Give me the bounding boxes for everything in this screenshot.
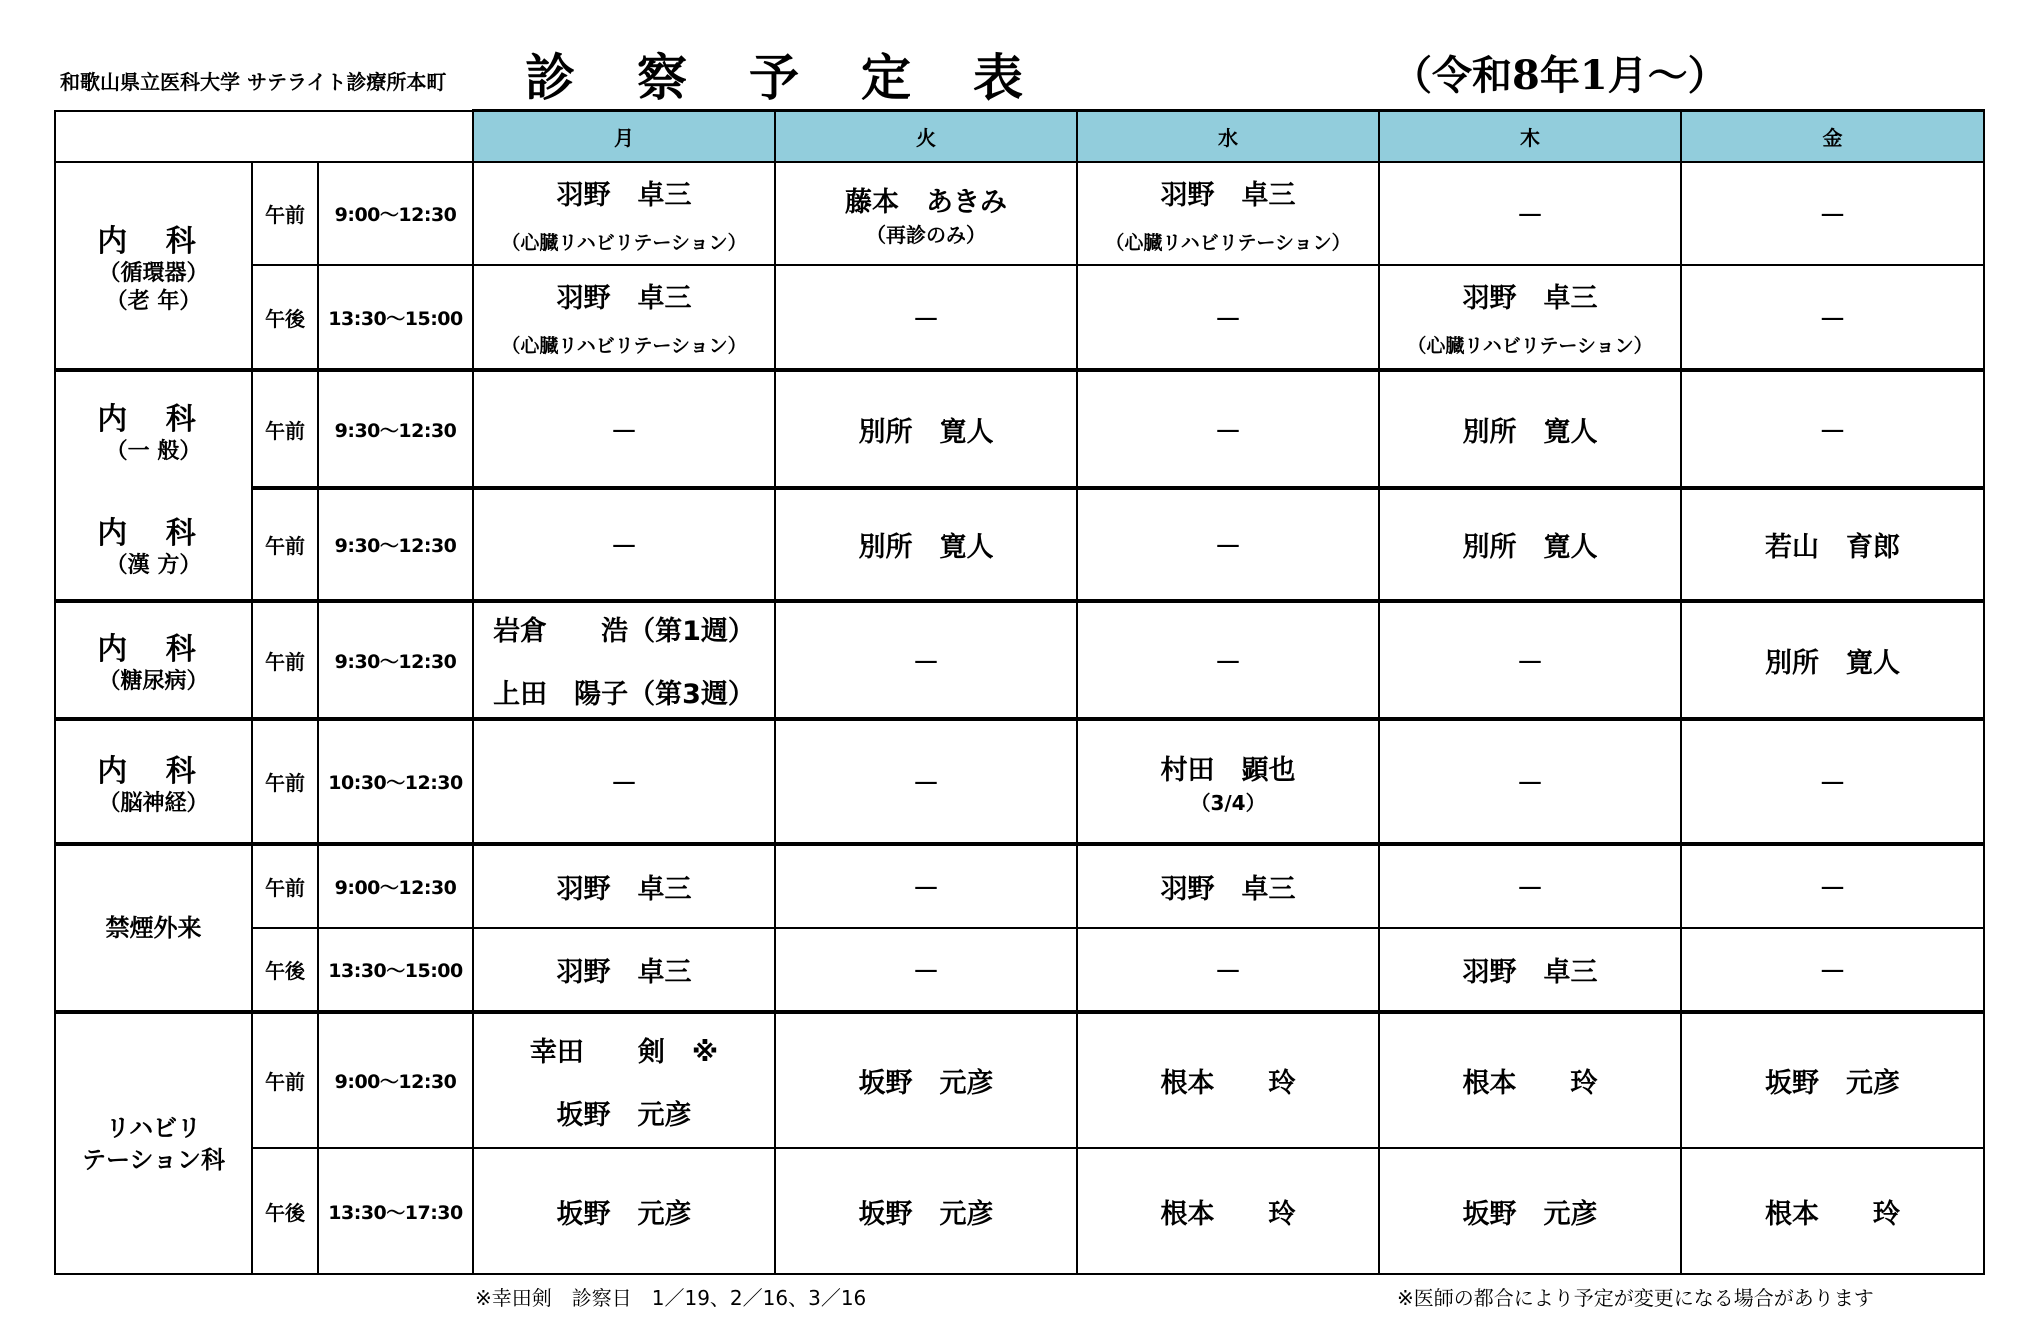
dept-cardio xyxy=(55,162,252,370)
dept-rehab xyxy=(55,1012,252,1274)
footnote-koda: ※幸田剣 診察日 1／19、2／16、3／16 xyxy=(475,1286,867,1310)
schedule-cell xyxy=(1681,601,1984,719)
table-row xyxy=(55,1148,1984,1274)
table-row xyxy=(55,719,1984,844)
doctor-name: 羽野 卓三 xyxy=(556,957,692,988)
table-row xyxy=(55,370,1984,488)
schedule-cell xyxy=(1379,162,1681,265)
schedule-cell xyxy=(1077,370,1379,488)
empty-dash: － xyxy=(1516,874,1544,905)
doctor-name: 若山 育郎 xyxy=(1765,532,1901,563)
empty-dash: － xyxy=(912,647,940,679)
schedule-cell xyxy=(1077,265,1379,370)
schedule-cell xyxy=(473,719,775,844)
doctor-name: 坂野 元彦 xyxy=(1462,1198,1598,1230)
doctor-name: 上田 陽子（第3週） xyxy=(493,679,755,710)
doctor-name: 根本 玲 xyxy=(1160,1068,1296,1099)
schedule-cell xyxy=(1379,1012,1681,1148)
empty-dash: － xyxy=(912,874,940,905)
schedule-cell xyxy=(1681,370,1984,488)
time-range: 10:30～12:30 xyxy=(318,719,473,844)
time-range: 9:00～12:30 xyxy=(318,1012,473,1148)
schedule-cell xyxy=(775,162,1077,265)
schedule-cell xyxy=(775,1012,1077,1148)
schedule-cell xyxy=(1379,844,1681,928)
slot-label: 午後 xyxy=(252,1148,318,1274)
schedule-cell xyxy=(1681,488,1984,601)
doctor-name: 岩倉 浩（第1週） xyxy=(493,616,755,647)
schedule-cell xyxy=(775,265,1077,370)
schedule-cell xyxy=(1379,601,1681,719)
cell-note: （心臓リハビリテーション） xyxy=(501,335,747,357)
slot-label: 午前 xyxy=(252,844,318,928)
empty-dash: － xyxy=(1819,769,1847,800)
empty-dash: － xyxy=(1819,874,1847,905)
day-header-fri: 金 xyxy=(1681,111,1984,163)
table-row xyxy=(55,488,1984,601)
schedule-cell xyxy=(1077,1148,1379,1274)
doctor-name: 羽野 卓三 xyxy=(556,874,692,905)
schedule-cell xyxy=(473,1012,775,1148)
doctor-name: 羽野 卓三 xyxy=(1462,957,1598,988)
day-header-thu: 木 xyxy=(1379,111,1681,163)
schedule-cell xyxy=(1077,601,1379,719)
dept-name: 内 科 xyxy=(97,753,210,789)
doctor-name: 幸田 剣 ※ xyxy=(529,1036,719,1068)
schedule-cell xyxy=(1379,928,1681,1012)
schedule-cell xyxy=(1379,1148,1681,1274)
dept-name: 禁煙外来 xyxy=(105,914,202,942)
schedule-table xyxy=(54,109,1985,1275)
doctor-name: 坂野 元彦 xyxy=(1765,1068,1901,1099)
doctor-name: 坂野 元彦 xyxy=(556,1198,692,1230)
schedule-cell xyxy=(473,928,775,1012)
empty-dash: － xyxy=(1214,416,1242,448)
schedule-cell xyxy=(1681,719,1984,844)
dept-smoking xyxy=(55,844,252,1012)
schedule-cell xyxy=(1681,844,1984,928)
schedule-cell xyxy=(1077,844,1379,928)
time-range: 9:30～12:30 xyxy=(318,488,473,601)
dept-neuro xyxy=(55,719,252,844)
schedule-cell xyxy=(1379,719,1681,844)
slot-label: 午前 xyxy=(252,370,318,488)
schedule-cell xyxy=(775,601,1077,719)
table-row xyxy=(55,162,1984,265)
dept-name: 内 科 xyxy=(97,402,210,437)
schedule-cell xyxy=(473,265,775,370)
cell-note: （3/4） xyxy=(1190,790,1266,815)
schedule-cell xyxy=(473,844,775,928)
empty-dash: － xyxy=(1516,769,1544,800)
day-header-row xyxy=(55,111,1984,163)
dept-general xyxy=(55,370,252,488)
doctor-name: 坂野 元彦 xyxy=(556,1099,692,1131)
dept-name: リハビリ xyxy=(105,1113,202,1142)
footnote-disclaimer: ※医師の都合により予定が変更になる場合があります xyxy=(1397,1286,1874,1310)
table-row xyxy=(55,844,1984,928)
dept-subname: （一 般） xyxy=(105,439,202,464)
slot-label: 午前 xyxy=(252,488,318,601)
doctor-name: 坂野 元彦 xyxy=(858,1198,994,1230)
doctor-name: 村田 顕也 xyxy=(1160,754,1296,786)
empty-dash: － xyxy=(1819,416,1847,448)
schedule-cell xyxy=(1379,370,1681,488)
time-range: 9:00～12:30 xyxy=(318,844,473,928)
schedule-cell xyxy=(775,844,1077,928)
doctor-name: 別所 寛人 xyxy=(858,532,994,563)
time-range: 13:30～15:00 xyxy=(318,265,473,370)
schedule-cell xyxy=(1681,265,1984,370)
dept-subname: （脳神経） xyxy=(98,790,209,816)
slot-label: 午前 xyxy=(252,1012,318,1148)
empty-dash: － xyxy=(1214,304,1242,336)
doctor-name: 根本 玲 xyxy=(1160,1198,1296,1230)
time-range: 9:30～12:30 xyxy=(318,601,473,719)
schedule-cell xyxy=(775,1148,1077,1274)
doctor-name: 別所 寛人 xyxy=(1462,416,1598,448)
schedule-cell xyxy=(1681,1012,1984,1148)
schedule-cell xyxy=(1681,928,1984,1012)
doctor-name: 別所 寛人 xyxy=(858,416,994,448)
time-range: 9:00～12:30 xyxy=(318,162,473,265)
doctor-name: 坂野 元彦 xyxy=(858,1068,994,1099)
header-corner xyxy=(55,111,473,163)
day-header-wed: 水 xyxy=(1077,111,1379,163)
dept-name: テーション科 xyxy=(81,1145,226,1174)
empty-dash: － xyxy=(1214,957,1242,988)
doctor-name: 羽野 卓三 xyxy=(556,179,692,211)
page-title: 診察予定表 xyxy=(525,48,1085,107)
dept-name: 内 科 xyxy=(97,515,210,551)
schedule-cell xyxy=(1379,488,1681,601)
time-range: 13:30～15:00 xyxy=(318,928,473,1012)
schedule-cell xyxy=(1379,265,1681,370)
schedule-cell xyxy=(1077,1012,1379,1148)
slot-label: 午前 xyxy=(252,601,318,719)
empty-dash: － xyxy=(1819,304,1847,336)
doctor-name: 根本 玲 xyxy=(1765,1198,1901,1230)
time-range: 13:30～17:30 xyxy=(318,1148,473,1274)
dept-subname: （糖尿病） xyxy=(98,669,209,694)
clinic-name: 和歌山県立医科大学 サテライト診療所本町 xyxy=(60,70,447,94)
empty-dash: － xyxy=(912,769,940,800)
doctor-name: 羽野 卓三 xyxy=(1160,874,1296,905)
cell-note: （再診のみ） xyxy=(866,222,987,247)
table-row xyxy=(55,265,1984,370)
doctor-name: 羽野 卓三 xyxy=(1462,283,1598,314)
dept-subname: （循環器） xyxy=(98,260,209,286)
slot-label: 午前 xyxy=(252,719,318,844)
day-header-mon: 月 xyxy=(473,111,775,163)
schedule-cell xyxy=(1077,719,1379,844)
cell-note: （心臓リハビリテーション） xyxy=(1105,231,1351,254)
doctor-name: 根本 玲 xyxy=(1462,1068,1598,1099)
dept-subname: （漢 方） xyxy=(105,552,202,578)
dept-name: 内 科 xyxy=(97,223,210,259)
empty-dash: － xyxy=(610,416,638,448)
empty-dash: － xyxy=(1214,647,1242,679)
slot-label: 午後 xyxy=(252,928,318,1012)
schedule-cell xyxy=(1077,488,1379,601)
schedule-cell xyxy=(473,370,775,488)
schedule-cell xyxy=(473,1148,775,1274)
dept-diabetes xyxy=(55,601,252,719)
empty-dash: － xyxy=(1516,647,1544,679)
empty-dash: － xyxy=(610,769,638,800)
schedule-cell xyxy=(1077,162,1379,265)
doctor-name: 羽野 卓三 xyxy=(1160,179,1296,211)
dept-kampo xyxy=(55,488,252,601)
schedule-cell xyxy=(775,928,1077,1012)
schedule-period: （令和8年1月～） xyxy=(1392,52,1728,99)
dept-name: 内 科 xyxy=(97,632,210,667)
cell-note: （心臓リハビリテーション） xyxy=(501,231,747,254)
schedule-cell xyxy=(473,488,775,601)
empty-dash: － xyxy=(1516,201,1544,232)
time-range: 9:30～12:30 xyxy=(318,370,473,488)
schedule-cell xyxy=(775,488,1077,601)
empty-dash: － xyxy=(610,532,638,563)
table-row xyxy=(55,601,1984,719)
dept-subname: （老 年） xyxy=(105,288,202,314)
doctor-name: 藤本 あきみ xyxy=(845,186,1008,218)
schedule-cell xyxy=(1681,1148,1984,1274)
empty-dash: － xyxy=(1819,201,1847,232)
schedule-cell xyxy=(473,162,775,265)
schedule-cell xyxy=(473,601,775,719)
slot-label: 午後 xyxy=(252,265,318,370)
schedule-cell xyxy=(775,719,1077,844)
doctor-name: 羽野 卓三 xyxy=(556,283,692,314)
slot-label: 午前 xyxy=(252,162,318,265)
empty-dash: － xyxy=(912,304,940,336)
cell-note: （心臓リハビリテーション） xyxy=(1407,335,1653,357)
empty-dash: － xyxy=(912,957,940,988)
doctor-name: 別所 寛人 xyxy=(1765,647,1901,679)
table-row xyxy=(55,1012,1984,1148)
empty-dash: － xyxy=(1214,532,1242,563)
schedule-cell xyxy=(1681,162,1984,265)
schedule-cell xyxy=(775,370,1077,488)
empty-dash: － xyxy=(1819,957,1847,988)
day-header-tue: 火 xyxy=(775,111,1077,163)
schedule-cell xyxy=(1077,928,1379,1012)
doctor-name: 別所 寛人 xyxy=(1462,532,1598,563)
table-row xyxy=(55,928,1984,1012)
